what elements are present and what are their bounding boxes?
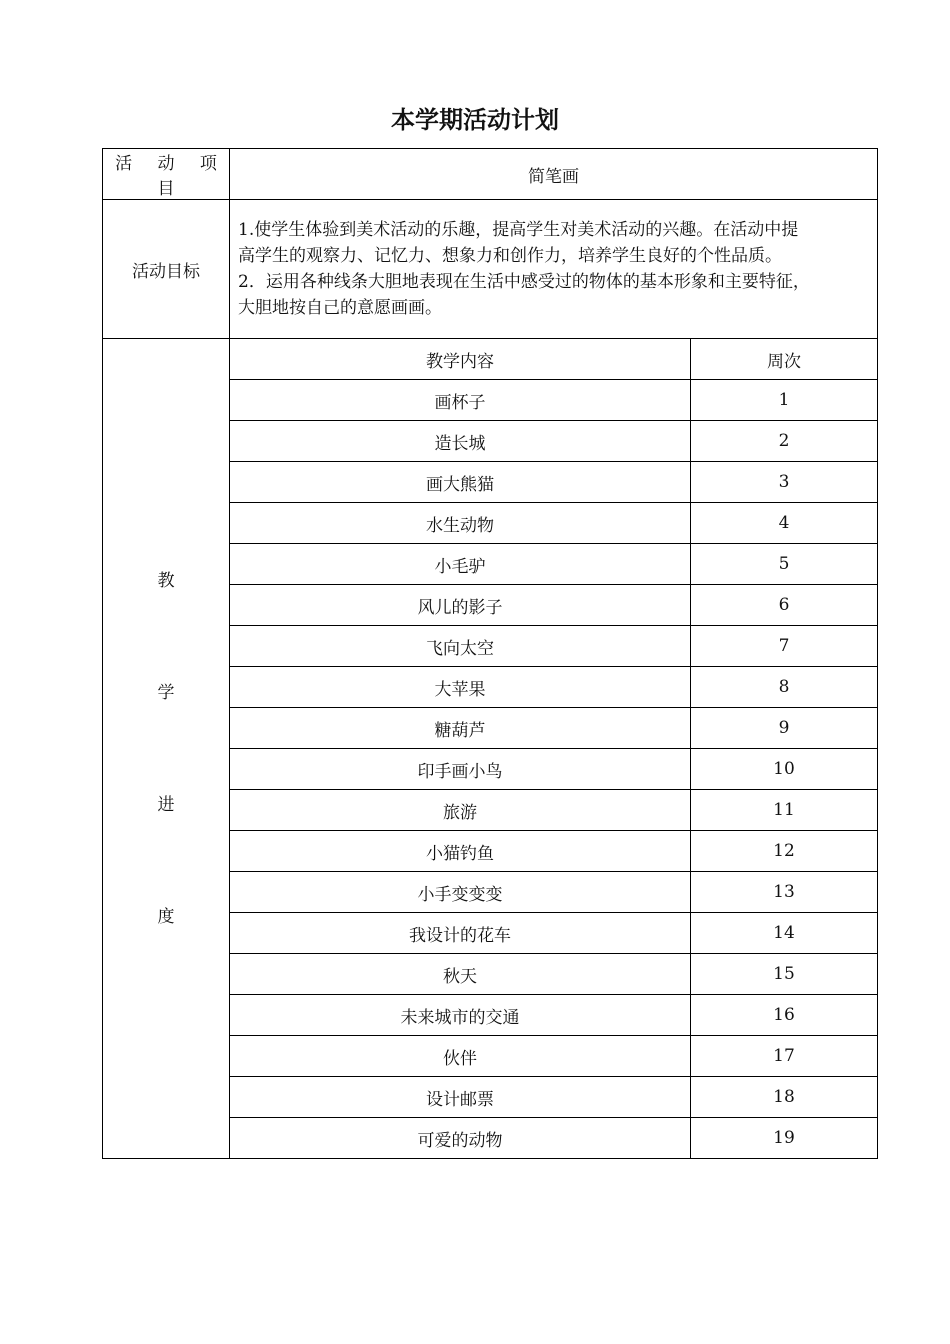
lesson-week-cell: 19 (691, 1118, 878, 1159)
activity-plan-table (102, 148, 878, 1159)
lesson-week-cell: 6 (691, 585, 878, 626)
lesson-week-cell: 9 (691, 708, 878, 749)
lesson-content-cell: 小毛驴 (230, 544, 691, 585)
goal-label: 活动目标 (103, 200, 230, 339)
progress-label-char: 教 (157, 570, 175, 591)
page-title: 本学期活动计划 (391, 106, 559, 134)
lesson-week-cell: 1 (691, 380, 878, 421)
lesson-content-cell: 大苹果 (230, 667, 691, 708)
lesson-week-cell: 12 (691, 831, 878, 872)
lesson-week-cell: 11 (691, 790, 878, 831)
lesson-content-cell: 印手画小鸟 (230, 749, 691, 790)
lesson-week-cell: 4 (691, 503, 878, 544)
lesson-content-cell: 可爱的动物 (230, 1118, 691, 1159)
lesson-content-cell: 飞向太空 (230, 626, 691, 667)
lesson-content-cell: 糖葫芦 (230, 708, 691, 749)
lesson-week-cell: 18 (691, 1077, 878, 1118)
goal-line: 2．运用各种线条大胆地表现在生活中感受过的物体的基本形象和主要特征， (238, 272, 810, 292)
lesson-week-cell: 7 (691, 626, 878, 667)
lesson-content-cell: 旅游 (230, 790, 691, 831)
lesson-week-cell: 8 (691, 667, 878, 708)
lesson-week-cell: 3 (691, 462, 878, 503)
progress-label-char: 学 (157, 682, 175, 703)
lesson-content-cell: 秋天 (230, 954, 691, 995)
lesson-content-cell: 小猫钓鱼 (230, 831, 691, 872)
lesson-week-cell: 13 (691, 872, 878, 913)
progress-label (103, 339, 230, 1159)
lesson-content-cell: 设计邮票 (230, 1077, 691, 1118)
project-label: 活 动 项 目 (103, 149, 230, 200)
content-column-header: 教学内容 (230, 339, 691, 380)
lesson-week-cell: 5 (691, 544, 878, 585)
goal-line: 1.使学生体验到美术活动的乐趣，提高学生对美术活动的兴趣。在活动中提 (238, 220, 799, 240)
lesson-content-cell: 造长城 (230, 421, 691, 462)
progress-label-char: 度 (157, 906, 175, 927)
goal-line: 高学生的观察力、记忆力、想象力和创作力，培养学生良好的个性品质。 (238, 246, 782, 266)
project-row (103, 149, 878, 200)
lesson-content-cell: 未来城市的交通 (230, 995, 691, 1036)
goal-line: 大胆地按自己的意愿画画。 (238, 298, 442, 318)
lesson-content-cell: 水生动物 (230, 503, 691, 544)
goal-row (103, 200, 878, 339)
lesson-content-cell: 画大熊猫 (230, 462, 691, 503)
schedule-header-row (103, 339, 878, 380)
lesson-content-cell: 我设计的花车 (230, 913, 691, 954)
goal-text (230, 200, 878, 339)
lesson-content-cell: 风儿的影子 (230, 585, 691, 626)
lesson-week-cell: 17 (691, 1036, 878, 1077)
lesson-week-cell: 15 (691, 954, 878, 995)
lesson-content-cell: 伙伴 (230, 1036, 691, 1077)
lesson-week-cell: 14 (691, 913, 878, 954)
project-value: 简笔画 (230, 149, 878, 200)
lesson-week-cell: 16 (691, 995, 878, 1036)
week-column-header: 周次 (691, 339, 878, 380)
lesson-week-cell: 2 (691, 421, 878, 462)
lesson-content-cell: 小手变变变 (230, 872, 691, 913)
lesson-content-cell: 画杯子 (230, 380, 691, 421)
progress-label-char: 进 (157, 794, 175, 815)
lesson-week-cell: 10 (691, 749, 878, 790)
